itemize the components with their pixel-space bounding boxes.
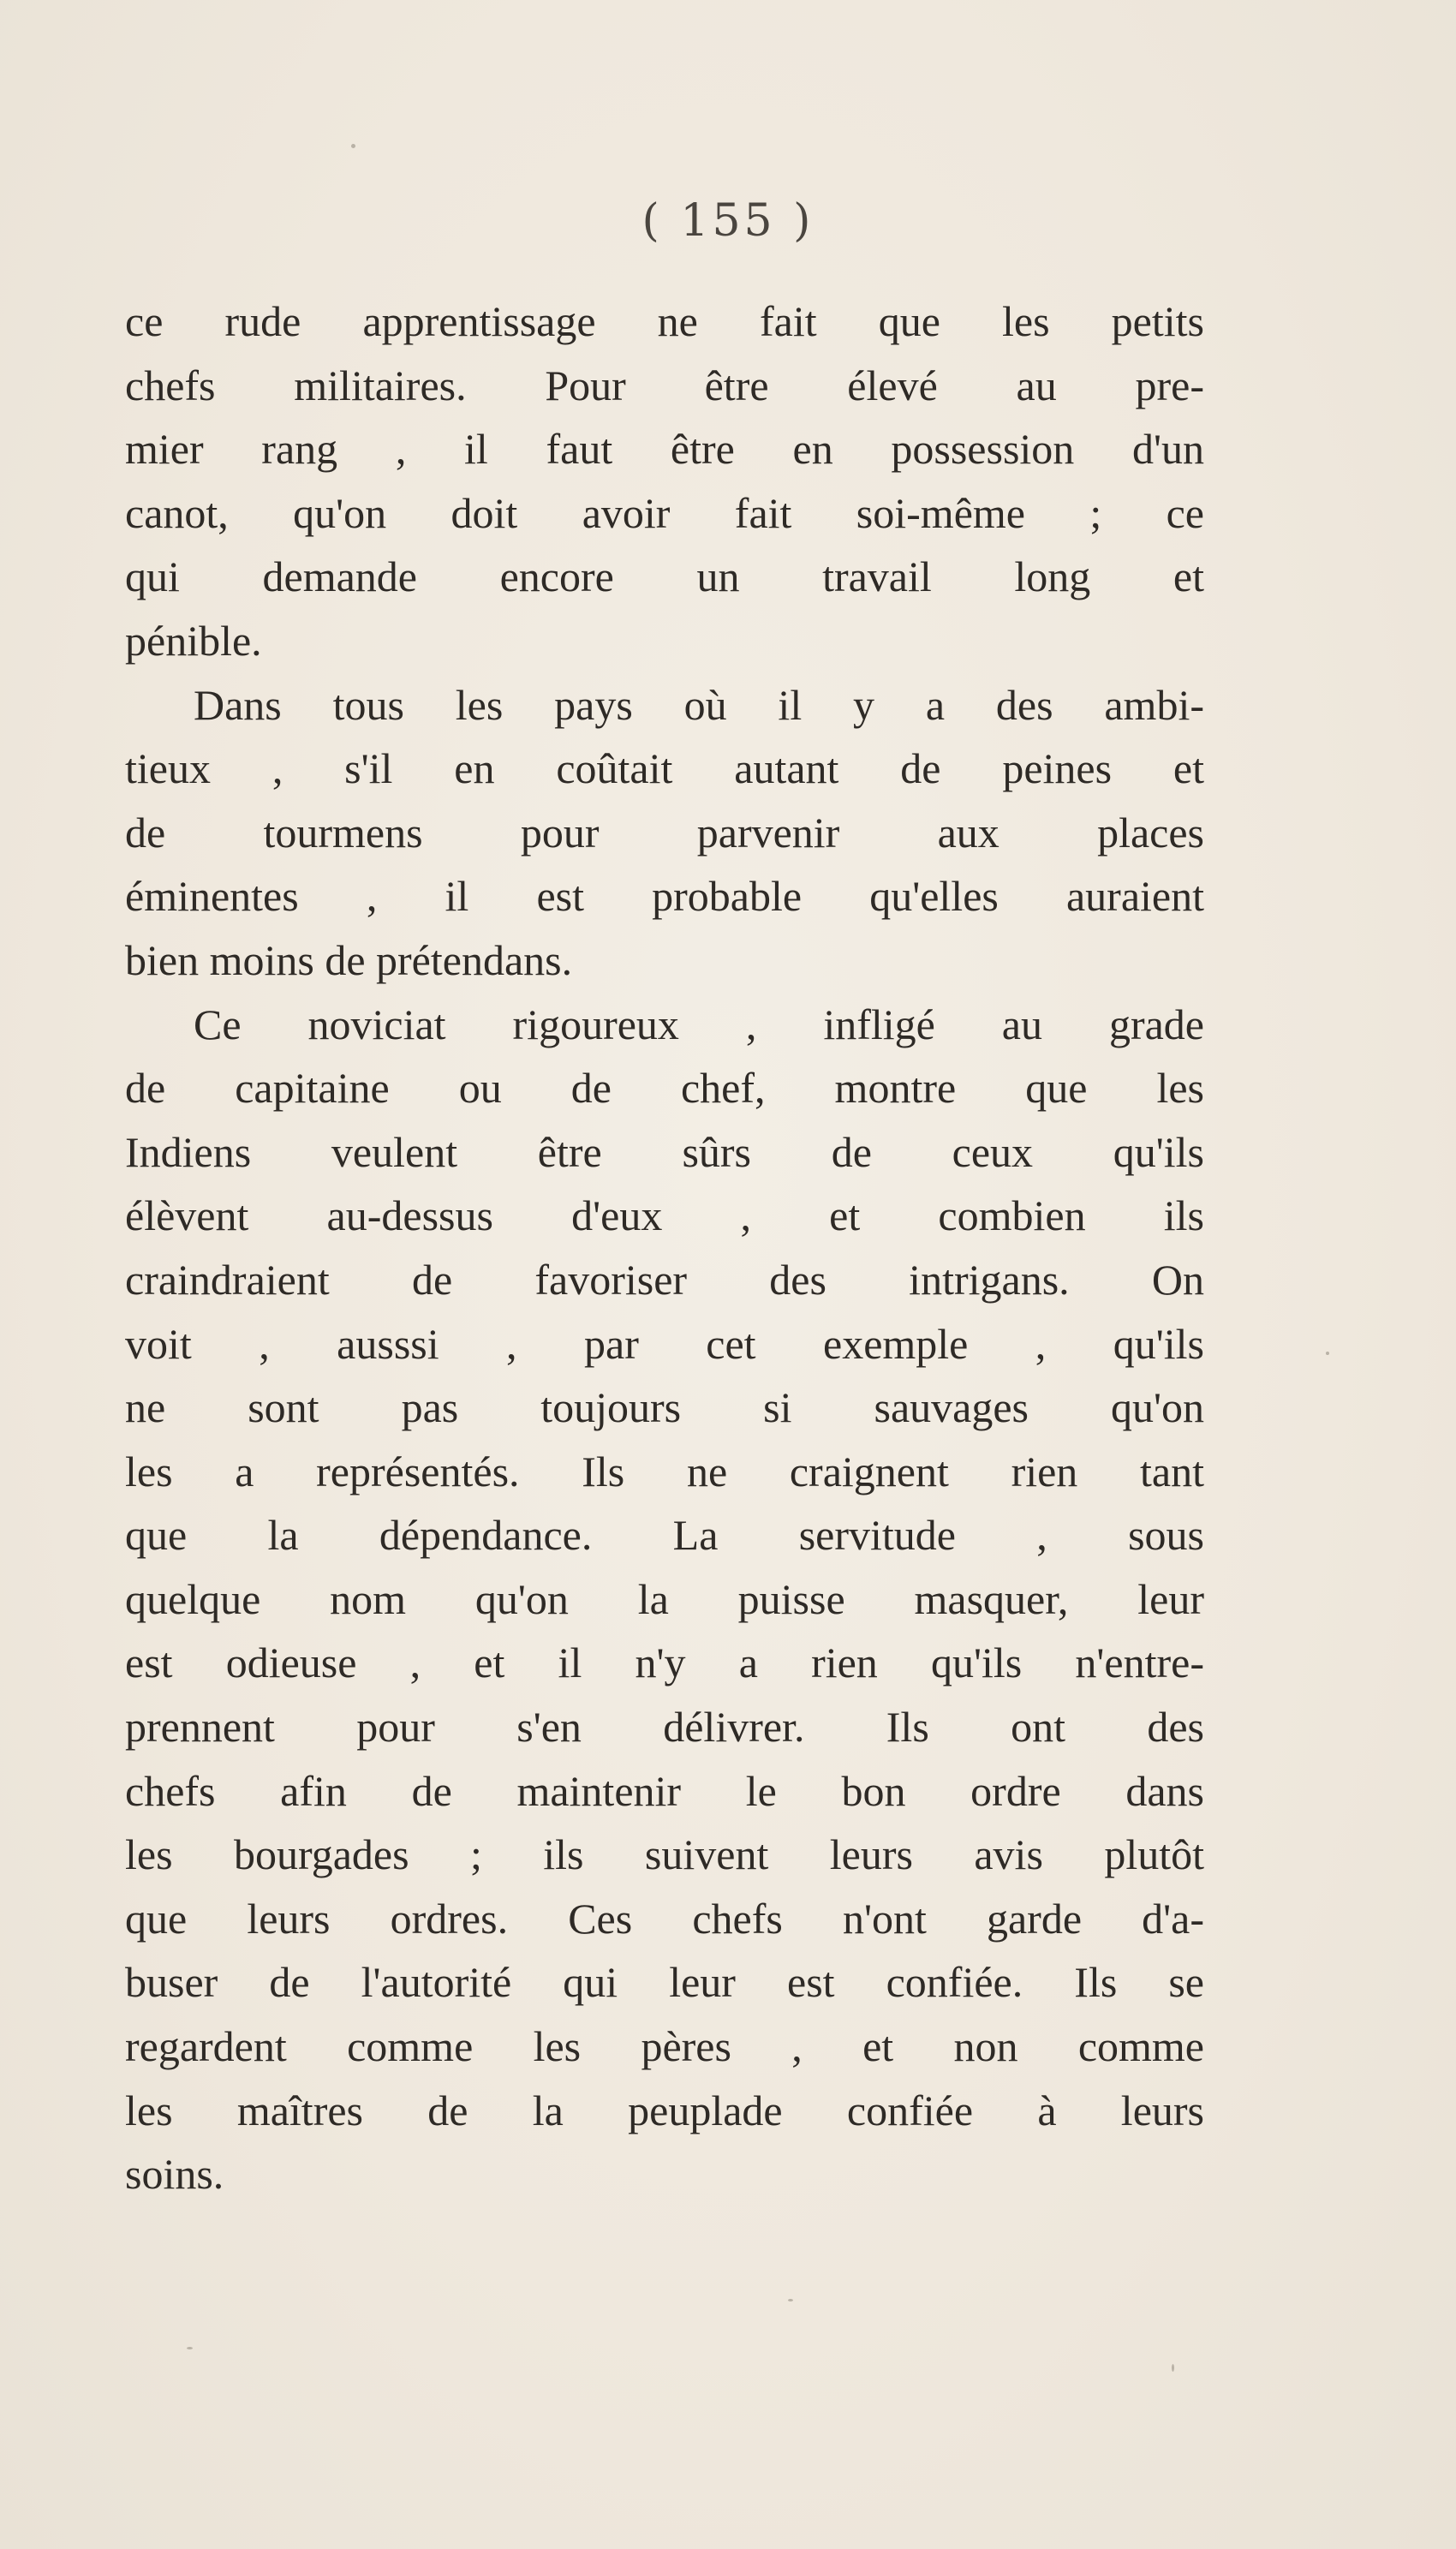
paper-speck <box>788 2299 793 2301</box>
text-line: Dans tous les pays où il y a des ambi- <box>194 680 1204 729</box>
text-line: regardent comme les pères , et non comme <box>125 2022 1204 2071</box>
paper-speck <box>187 2347 193 2349</box>
text-line: Ce noviciat rigoureux , infligé au grade <box>194 1000 1204 1048</box>
text-line: prennent pour s'en délivrer. Ils ont des <box>125 1703 1204 1752</box>
paper-speck <box>1172 2364 1174 2372</box>
page-number: ( 155 ) <box>641 195 815 247</box>
text-line: soins. <box>125 2150 224 2199</box>
paper-speck <box>351 144 355 148</box>
paper-speck <box>1326 1352 1329 1355</box>
text-line: voit , ausssi , par cet exemple , qu'ils <box>125 1319 1204 1368</box>
text-line: les a représentés. Ils ne craignent rien tant <box>125 1447 1204 1495</box>
text-line: ne sont pas toujours si sauvages qu'on <box>125 1383 1204 1432</box>
text-line: buser de l'autorité qui leur est confiée. Ils se <box>125 1958 1204 2007</box>
text-line: de tourmens pour parvenir aux places <box>125 808 1204 857</box>
text-line: Indiens veulent être sûrs de ceux qu'ils <box>125 1127 1204 1176</box>
paragraph-1 <box>125 290 1204 673</box>
text-line: les bourgades ; ils suivent leurs avis plutôt <box>125 1830 1204 1879</box>
text-line: que la dépendance. La servitude , sous <box>125 1511 1204 1560</box>
text-line: les maîtres de la peuplade confiée à leurs <box>125 2086 1204 2134</box>
paragraph-2 <box>125 673 1204 993</box>
text-line: éminentes , il est probable qu'elles auraient <box>125 872 1204 921</box>
text-line: qui demande encore un travail long et <box>125 552 1204 601</box>
text-line: ce rude apprentissage ne fait que les petits <box>125 297 1204 345</box>
text-line: mier rang , il faut être en possession d'un <box>125 425 1204 474</box>
paragraph-3 <box>125 993 1204 2206</box>
text-line: de capitaine ou de chef, montre que les <box>125 1064 1204 1113</box>
text-line: chefs militaires. Pour être élevé au pre- <box>125 361 1204 409</box>
body-text <box>125 290 1204 2206</box>
text-line: élèvent au-dessus d'eux , et combien ils <box>125 1191 1204 1240</box>
text-line: bien moins de prétendans. <box>125 935 573 984</box>
text-line: canot, qu'on doit avoir fait soi-même ; ce <box>125 488 1204 537</box>
text-line: craindraient de favoriser des intrigans. On <box>125 1255 1204 1304</box>
text-line: quelque nom qu'on la puisse masquer, leur <box>125 1574 1204 1623</box>
text-line: tieux , s'il en coûtait autant de peines et <box>125 744 1204 793</box>
text-line: est odieuse , et il n'y a rien qu'ils n'entre- <box>125 1639 1204 1687</box>
text-line: chefs afin de maintenir le bon ordre dans <box>125 1766 1204 1815</box>
text-line: pénible. <box>125 616 262 665</box>
text-line: que leurs ordres. Ces chefs n'ont garde d'a- <box>125 1894 1204 1943</box>
